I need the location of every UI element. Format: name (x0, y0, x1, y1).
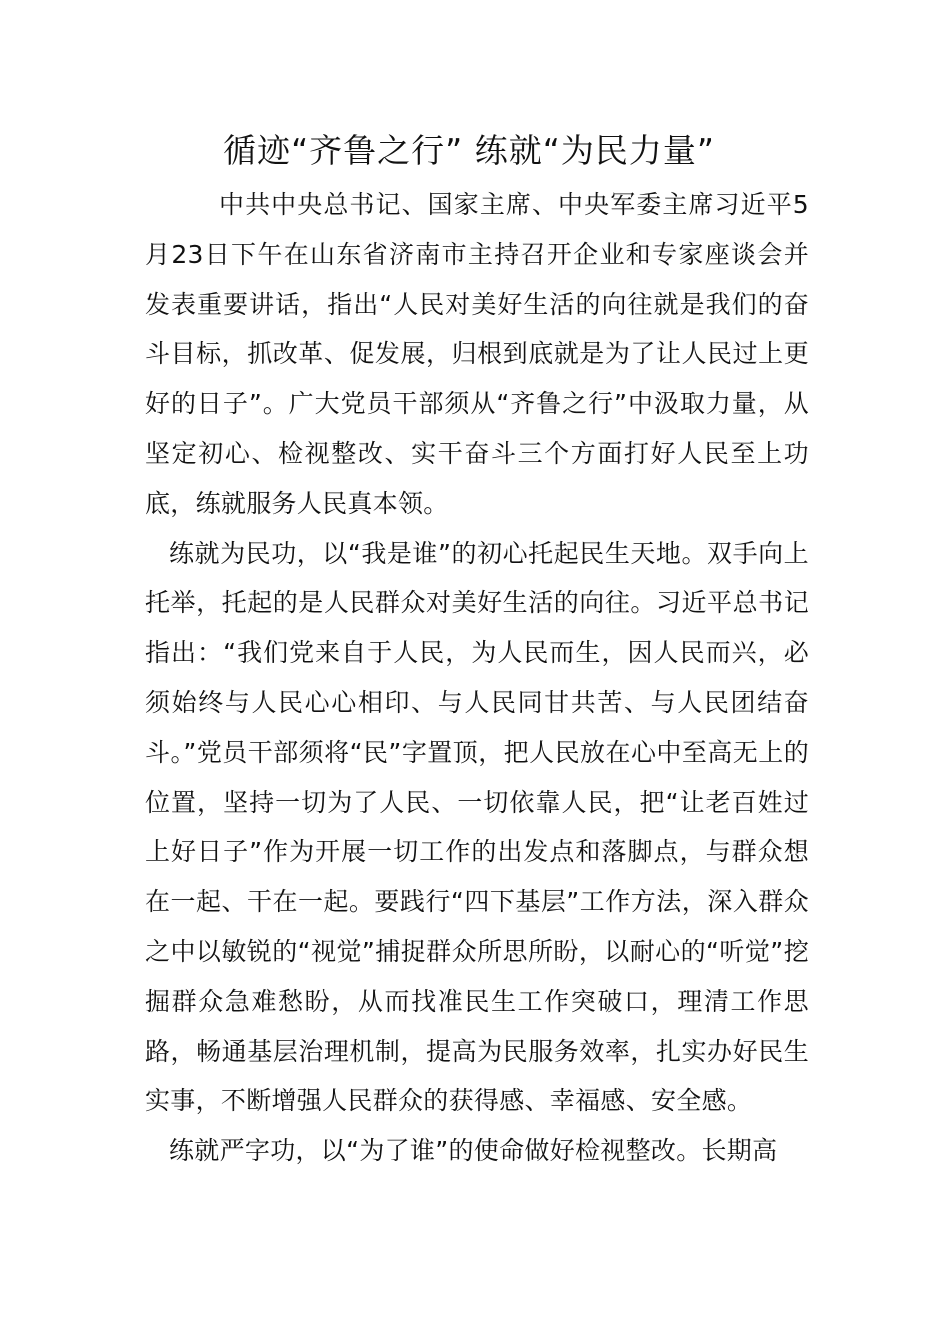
document-title: 循迹“齐鲁之行” 练就“为民力量” (223, 131, 715, 170)
paragraph-yan-zi-gong: 练就严字功，以“为了谁”的使命做好检视整改。长期高 (169, 1136, 778, 1166)
paragraph-wei-min-gong: 练就为民功，以“我是谁”的初心托起民生天地。双手向上托举，托起的是人民群众对美好生活的向往。习近平总书记指出：“我们党来自于人民，为人民而生，因人民而兴，必须始终与人民心心相印、与人民同甘共苦、与人民团结奋斗。”党员干部须将“民”字置顶，把人民放在心中至高无上的位置，坚持一切为了人民、一切依靠人民，把“让老百姓过上好日子”作为开展一切工作的出发点和落脚点，与群众想在一起、干在一起。要践行“四下基层”工作方法，深入群众之中以敏锐的“视觉”捕捉群众所思所盼，以耐心的“听觉”挖掘群众急难愁盼，从而找准民生工作突破口，理清工作思路，畅通基层治理机制，提高为民服务效率，扎实办好民生实事，不断增强人民群众的获得感、幸福感、安全感。 (145, 538, 809, 1116)
document-body (145, 180, 809, 1176)
paragraph-intro: 中共中央总书记、国家主席、中央军委主席习近平5月23日下午在山东省济南市主持召开企业和专家座谈会并发表重要讲话，指出“人民对美好生活的向往就是我们的奋斗目标，抓改革、促发展，归根到底就是为了让人民过上更好的日子”。广大党员干部须从“齐鲁之行”中汲取力量，从坚定初心、检视整改、实干奋斗三个方面打好人民至上功底，练就服务人民真本领。 (145, 190, 809, 518)
